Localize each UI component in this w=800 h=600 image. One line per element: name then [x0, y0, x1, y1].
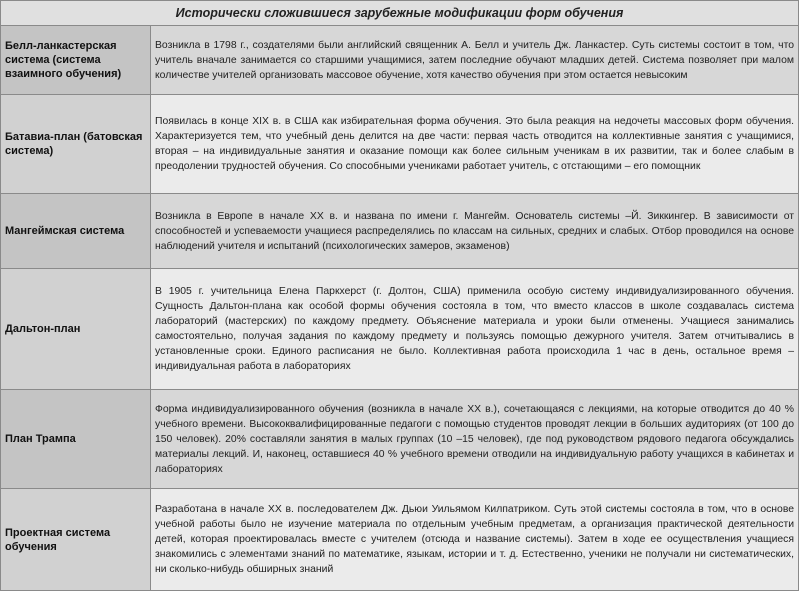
table-row: [1, 269, 799, 390]
form-description: Разработана в начале XX в. последователем Дж. Дьюи Уильямом Килпатриком. Суть этой системы состояла в том, что в основе учебной работы было не изучение материала по отдельным учебным предметам, а организация практической деятельности детей, которая проектировалась вместе с учителем (отсюда и название системы). Затем в ходе ее осуществления учащиеся знакомились с элементами знаний по математике, языкам, истории и т. д. Естественно, ученики не получали ни систематических, ни сколько-нибудь обширных знаний: [151, 489, 799, 591]
form-description: В 1905 г. учительница Елена Паркхерст (г. Долтон, США) применила особую систему индивидуализированного обучения. Сущность Дальтон-плана как особой формы обучения состояла в том, что вместо классов в школе создавалась система лабораторий (мастерских) по каждому предмету. Объяснение материала и уроки были отменены. Учащиеся занимались самостоятельно, получая задания по каждому предмету и пользуясь помощью дежурного учителя. Затем отчитывались в установленные сроки. Единого расписания не было. Коллективная работа происходила 1 час в день, остальное время –индивидуальная работа в лабораториях: [151, 269, 799, 390]
form-name: План Трампа: [1, 390, 151, 489]
table-row: [1, 390, 799, 489]
form-description: Появилась в конце XIX в. в США как избирательная форма обучения. Это была реакция на недочеты массовых форм обучения. Характеризуется тем, что учебный день делится на две части: первая часть отводится на коллективные занятия с учащимися, вторая – на индивидуальные занятия и оказание помощи как более сильным ученикам в их развитии, так и более слабым в преодолении трудностей обучения. Со способными учениками работает учитель, с отстающими – его помощник: [151, 95, 799, 194]
table-header-row: [1, 1, 799, 26]
table-row: [1, 489, 799, 591]
form-name: Батавиа-план (батовская система): [1, 95, 151, 194]
table-row: [1, 194, 799, 269]
form-name: Мангеймская система: [1, 194, 151, 269]
table-row: [1, 26, 799, 95]
form-name: Белл-ланкастерская система (система взаимного обучения): [1, 26, 151, 95]
table-title: Исторически сложившиеся зарубежные модификации форм обучения: [1, 1, 799, 26]
form-description: Возникла в 1798 г., создателями были английский священник А. Белл и учитель Дж. Ланкастер. Суть системы состоит в том, что учитель вначале занимается со старшими учащимися, затем последние обучают младших детей. Система позволяет при малом количестве учителей организовать массовое обучение, хотя качество обучения при этом остается невысоким: [151, 26, 799, 95]
table-row: [1, 95, 799, 194]
form-description: Возникла в Европе в начале XX в. и названа по имени г. Мангейм. Основатель системы –Й. Зиккингер. В зависимости от способностей и успеваемости учащиеся распределялись по классам на сильных, средних и слабых. Отбор проводился на основе наблюдений учителя и испытаний (психологических замеров, экзаменов): [151, 194, 799, 269]
form-description: Форма индивидуализированного обучения (возникла в начале XX в.), сочетающаяся с лекциями, на которые отводится до 40 % учебного времени. Высококвалифицированные педагоги с помощью студентов проводят лекции в больших аудиториях (от 100 до 150 человек). 20% составляли занятия в малых группах (10 –15 человек), где под руководством рядового педагога обсуждались материалы лекций. И, наконец, оставшиеся 40 % учебного времени отводили на индивидуальную работу учащихся в кабинетах и лабораториях: [151, 390, 799, 489]
form-name: Проектная система обучения: [1, 489, 151, 591]
form-name: Дальтон-план: [1, 269, 151, 390]
